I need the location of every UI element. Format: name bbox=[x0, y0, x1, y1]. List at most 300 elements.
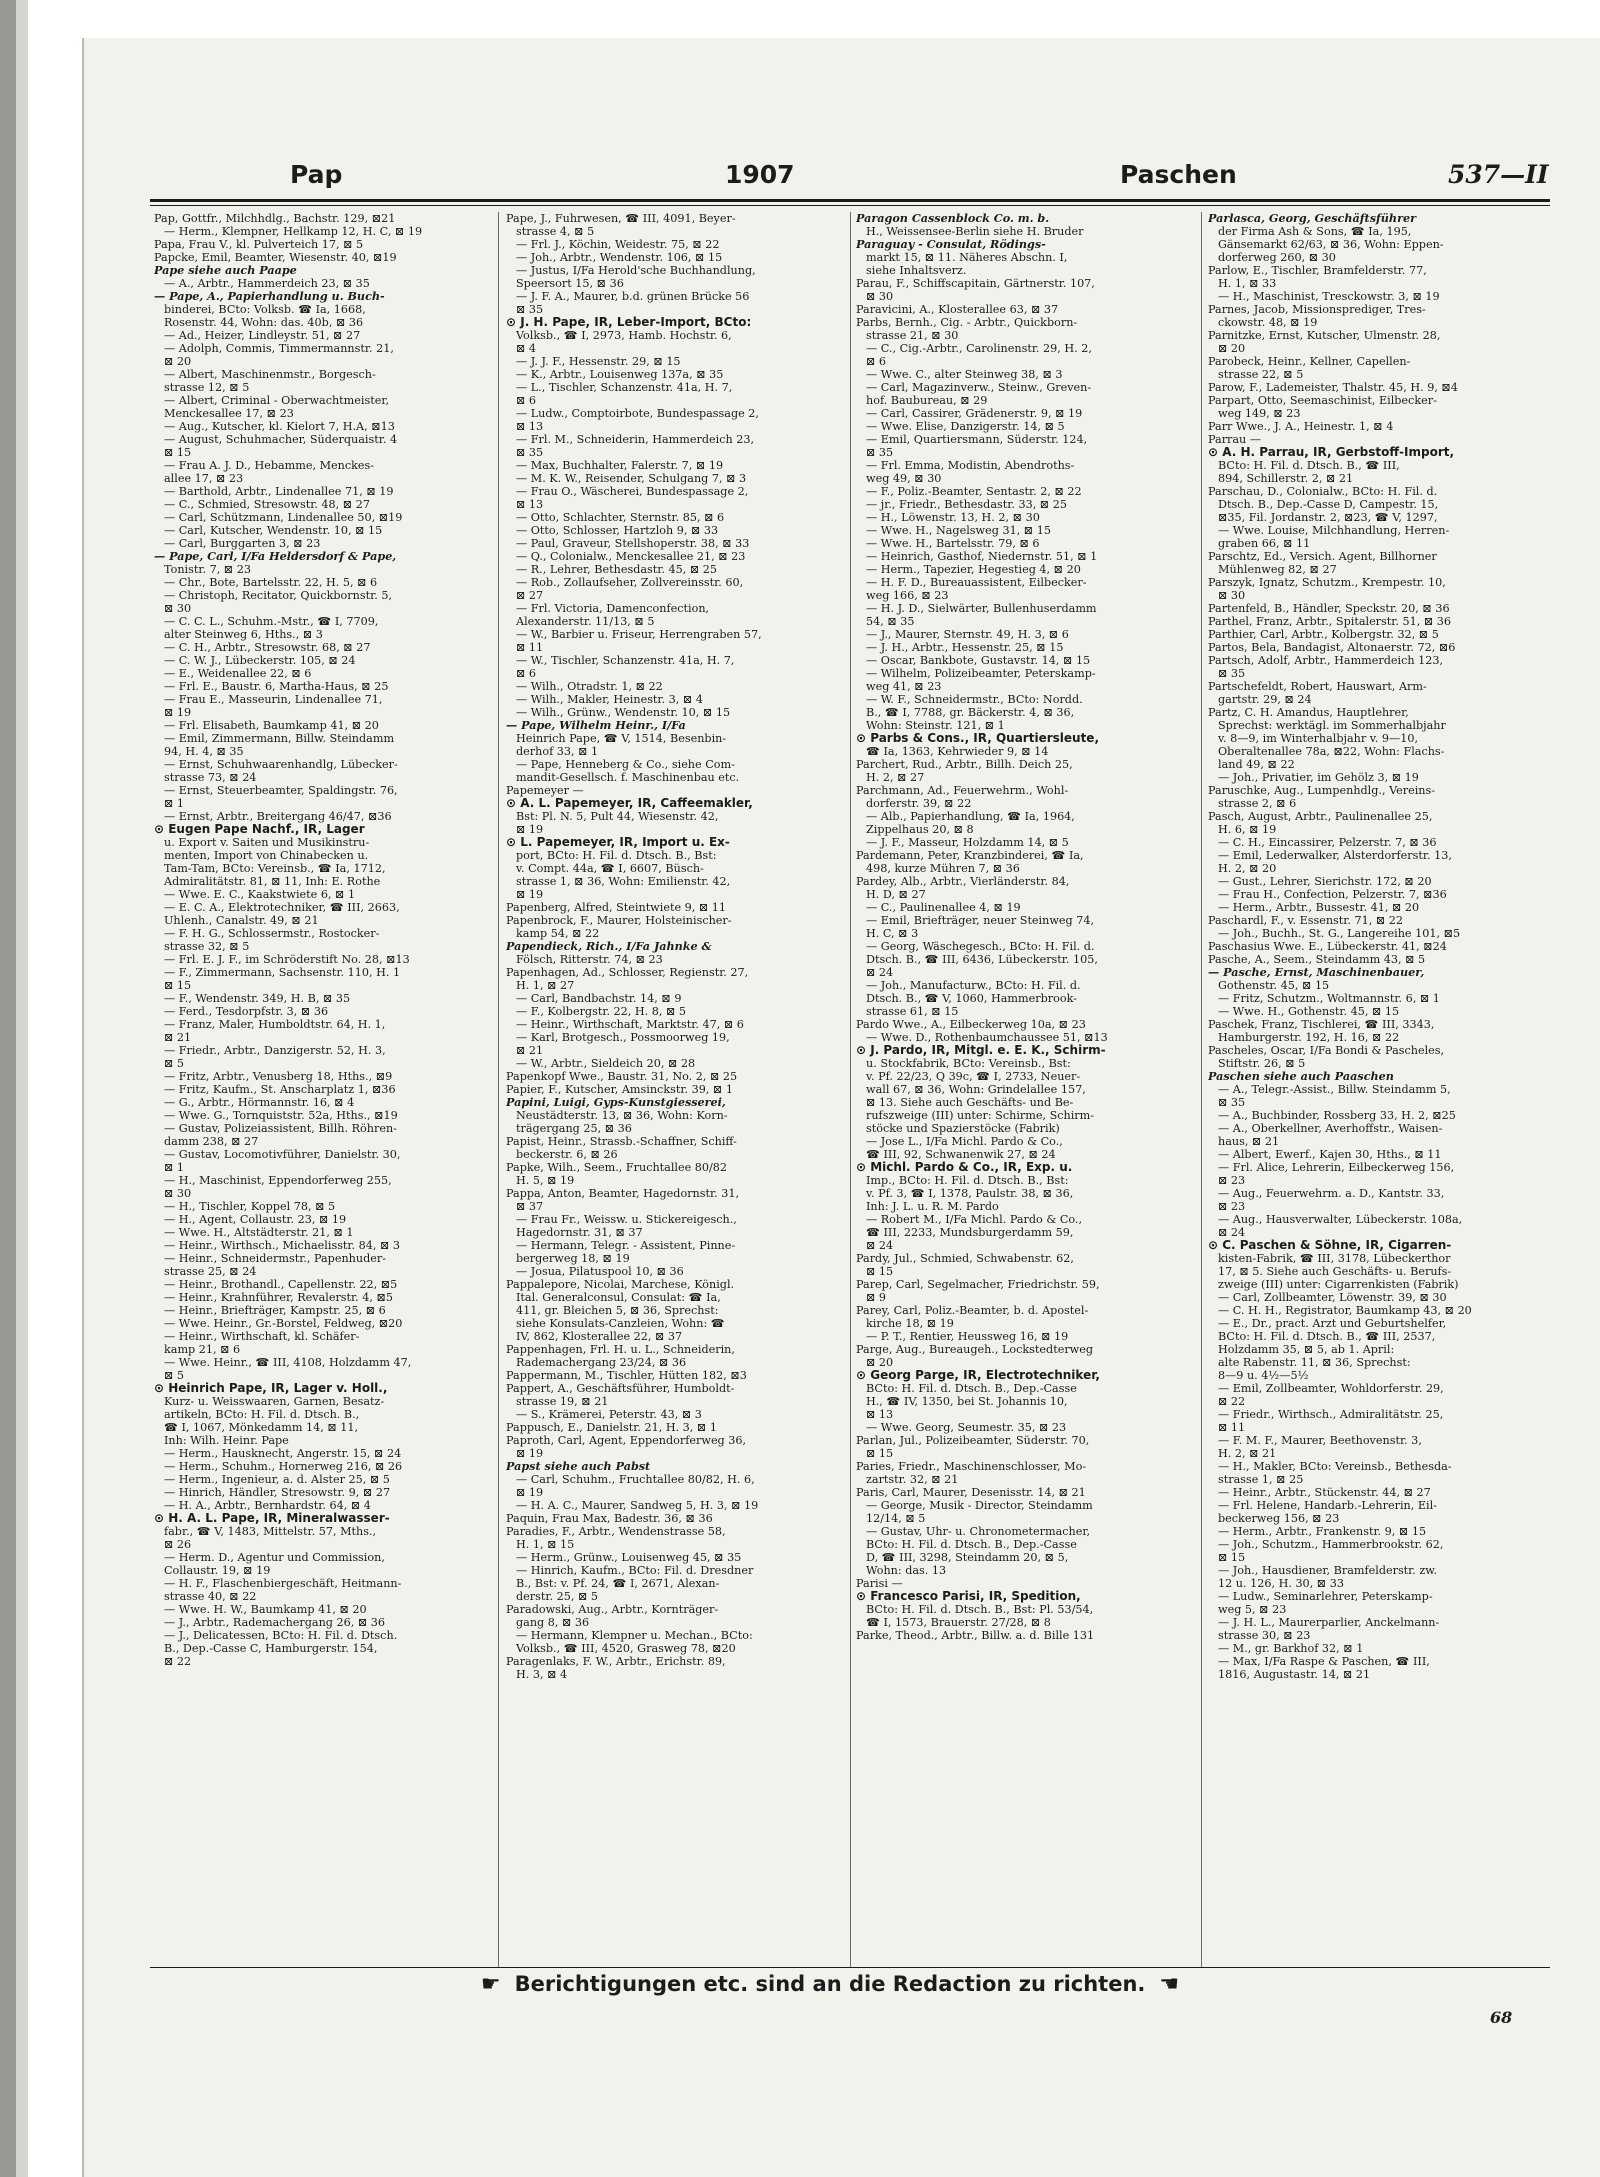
directory-entry: Paravicini, A., Klosterallee 63, ⊠ 37 bbox=[856, 303, 1059, 316]
directory-entry: ☎ I, 1067, Mönkedamm 14, ⊠ 11, bbox=[164, 1421, 359, 1434]
directory-entry: — Barthold, Arbtr., Lindenallee 71, ⊠ 19 bbox=[164, 485, 394, 498]
directory-entry: stöcke und Spazierstöcke (Fabrik) bbox=[866, 1122, 1060, 1135]
directory-entry: — August, Schuhmacher, Süderquaistr. 4 bbox=[164, 433, 398, 446]
directory-entry: Volksb., ☎ I, 2973, Hamb. Hochstr. 6, bbox=[516, 329, 732, 342]
directory-entry: Pasch, August, Arbtr., Paulinenallee 25, bbox=[1208, 810, 1433, 823]
directory-entry: Rademachergang 23/24, ⊠ 36 bbox=[516, 1356, 687, 1369]
directory-entry: Paries, Friedr., Maschinenschlosser, Mo- bbox=[856, 1460, 1087, 1473]
directory-entry: ⊠ 20 bbox=[164, 355, 192, 368]
directory-entry: — Hinrich, Händler, Stresowstr. 9, ⊠ 27 bbox=[164, 1486, 391, 1499]
directory-entry: weg 41, ⊠ 23 bbox=[866, 680, 942, 693]
directory-entry: — Carl, Burggarten 3, ⊠ 23 bbox=[164, 537, 321, 550]
directory-entry: Pappert, A., Geschäftsführer, Humboldt- bbox=[506, 1382, 735, 1395]
directory-entry: — Adolph, Commis, Timmermannstr. 21, bbox=[164, 342, 394, 355]
directory-column-4 bbox=[1208, 212, 1530, 1967]
directory-entry: — Max, I/Fa Raspe & Paschen, ☎ III, bbox=[1218, 1655, 1430, 1668]
directory-entry: ⊠ 9 bbox=[866, 1291, 887, 1304]
directory-entry: ⊠ 11 bbox=[1218, 1421, 1246, 1434]
directory-entry: — Joh., Hausdiener, Bramfelderstr. zw. bbox=[1218, 1564, 1438, 1577]
directory-entry: ⊠ 37 bbox=[516, 1200, 544, 1213]
directory-entry: zweige (III) unter: Cigarrenkisten (Fabrik) bbox=[1218, 1278, 1459, 1291]
directory-entry: Oberaltenallee 78a, ⊠22, Wohn: Flachs- bbox=[1218, 745, 1445, 758]
directory-entry: — C., Schmied, Stresowstr. 48, ⊠ 27 bbox=[164, 498, 370, 511]
directory-entry: mandit-Gesellsch. f. Maschinenbau etc. bbox=[516, 771, 740, 784]
directory-entry: B., Dep.-Casse C, Hamburgerstr. 154, bbox=[164, 1642, 378, 1655]
directory-entry: Parau, F., Schiffscapitain, Gärtnerstr. 107, bbox=[856, 277, 1095, 290]
directory-entry: Mühlenweg 82, ⊠ 27 bbox=[1218, 563, 1337, 576]
directory-entry: ⊠ 19 bbox=[516, 1447, 544, 1460]
directory-entry: graben 66, ⊠ 11 bbox=[1218, 537, 1311, 550]
directory-entry: — Fritz, Arbtr., Venusberg 18, Hths., ⊠9 bbox=[164, 1070, 393, 1083]
directory-entry: — Heinr., Krahnführer, Revalerstr. 4, ⊠5 bbox=[164, 1291, 393, 1304]
directory-entry: ⊠ 19 bbox=[516, 1486, 544, 1499]
directory-entry: ⊠ 13 bbox=[516, 498, 544, 511]
directory-entry: Pappermann, M., Tischler, Hütten 182, ⊠3 bbox=[506, 1369, 747, 1382]
directory-entry: — R., Lehrer, Bethesdastr. 45, ⊠ 25 bbox=[516, 563, 718, 576]
directory-entry: BCto: H. Fil. d. Dtsch. B., ☎ III, 2537, bbox=[1218, 1330, 1436, 1343]
directory-entry: Dtsch. B., ☎ V, 1060, Hammerbrook- bbox=[866, 992, 1077, 1005]
directory-entry: Kurz- u. Weisswaaren, Garnen, Besatz- bbox=[164, 1395, 385, 1408]
directory-entry: Pascheles, Oscar, I/Fa Bondi & Pascheles, bbox=[1208, 1044, 1445, 1057]
directory-entry: ⊙ A. L. Papemeyer, IR, Caffeemakler, bbox=[506, 797, 753, 810]
directory-entry: Volksb., ☎ III, 4520, Grasweg 78, ⊠20 bbox=[516, 1642, 736, 1655]
directory-entry: Papenbrock, F., Maurer, Holsteinischer- bbox=[506, 914, 732, 927]
directory-entry: Papst siehe auch Pabst bbox=[506, 1460, 651, 1473]
directory-entry: — J. H., Arbtr., Hessenstr. 25, ⊠ 15 bbox=[866, 641, 1064, 654]
directory-entry: ⊠ 1 bbox=[164, 1161, 185, 1174]
directory-entry: — H., Maschinist, Eppendorferweg 255, bbox=[164, 1174, 392, 1187]
directory-entry: BCto: H. Fil. d. Dtsch. B., Dep.-Casse bbox=[866, 1538, 1077, 1551]
directory-entry: — Frl. Alice, Lehrerin, Eilbeckerweg 156, bbox=[1218, 1161, 1455, 1174]
directory-entry: — Heinr., Wirthschaft, Marktstr. 47, ⊠ 6 bbox=[516, 1018, 744, 1031]
directory-entry: — H., Makler, BCto: Vereinsb., Bethesda- bbox=[1218, 1460, 1452, 1473]
directory-entry: — Wilhelm, Polizeibeamter, Peterskamp- bbox=[866, 667, 1096, 680]
directory-entry: ⊠ 22 bbox=[1218, 1395, 1246, 1408]
directory-entry: — H. F., Flaschenbiergeschäft, Heitmann- bbox=[164, 1577, 402, 1590]
directory-entry: — Albert, Ewerf., Kajen 30, Hths., ⊠ 11 bbox=[1218, 1148, 1442, 1161]
directory-entry: binderei, BCto: Volksb. ☎ Ia, 1668, bbox=[164, 303, 366, 316]
directory-entry: ⊠ 11 bbox=[516, 641, 544, 654]
directory-entry: H. D, ⊠ 27 bbox=[866, 888, 926, 901]
header-right-word: Paschen bbox=[1120, 160, 1237, 189]
directory-entry: ⊙ A. H. Parrau, IR, Gerbstoff-Import, bbox=[1208, 446, 1455, 459]
directory-entry: — Aug., Hausverwalter, Lübeckerstr. 108a, bbox=[1218, 1213, 1463, 1226]
header-page-ref: 537—II bbox=[1448, 160, 1549, 189]
directory-entry: — Herm., Klempner, Hellkamp 12, H. C, ⊠ 19 bbox=[164, 225, 423, 238]
directory-entry: v. Pf. 22/23, Q 39c, ☎ I, 2733, Neuer- bbox=[866, 1070, 1081, 1083]
directory-entry: B., Bst: v. Pf. 24, ☎ I, 2671, Alexan- bbox=[516, 1577, 720, 1590]
directory-entry: Papemeyer — bbox=[506, 784, 584, 797]
directory-entry: — Frl. Elisabeth, Baumkamp 41, ⊠ 20 bbox=[164, 719, 379, 732]
directory-entry: alter Steinweg 6, Hths., ⊠ 3 bbox=[164, 628, 323, 641]
directory-entry: — Frl. E., Baustr. 6, Martha-Haus, ⊠ 25 bbox=[164, 680, 389, 693]
page-header bbox=[150, 160, 1550, 196]
directory-entry: Parszyk, Ignatz, Schutzm., Krempestr. 10, bbox=[1208, 576, 1446, 589]
directory-entry: — E. C. A., Elektrotechniker, ☎ III, 2663, bbox=[164, 901, 400, 914]
directory-entry: Paschardl, F., v. Essenstr. 71, ⊠ 22 bbox=[1208, 914, 1404, 927]
directory-entry: — Wwe. E. C., Kaakstwiete 6, ⊠ 1 bbox=[164, 888, 356, 901]
directory-entry: Parrau — bbox=[1208, 433, 1262, 446]
directory-entry: — Wwe. G., Tornquiststr. 52a, Hths., ⊠19 bbox=[164, 1109, 398, 1122]
directory-entry: — J., Arbtr., Rademachergang 26, ⊠ 36 bbox=[164, 1616, 386, 1629]
directory-entry: — Otto, Schlachter, Sternstr. 85, ⊠ 6 bbox=[516, 511, 725, 524]
directory-entry: Admiralitätstr. 81, ⊠ 11, Inh: E. Rothe bbox=[164, 875, 381, 888]
directory-entry: — Heinrich, Gasthof, Niedernstr. 51, ⊠ 1 bbox=[866, 550, 1098, 563]
directory-column-1 bbox=[154, 212, 476, 1967]
directory-entry: — Jose L., I/Fa Michl. Pardo & Co., bbox=[866, 1135, 1063, 1148]
directory-entry: — Herm., Hausknecht, Angerstr. 15, ⊠ 24 bbox=[164, 1447, 402, 1460]
directory-entry: weg 149, ⊠ 23 bbox=[1218, 407, 1301, 420]
directory-entry: Wohn: Steinstr. 121, ⊠ 1 bbox=[866, 719, 1005, 732]
directory-entry: — Herm., Schuhm., Hornerweg 216, ⊠ 26 bbox=[164, 1460, 403, 1473]
directory-entry: — A., Oberkellner, Averhoffstr., Waisen- bbox=[1218, 1122, 1443, 1135]
directory-entry: strasse 73, ⊠ 24 bbox=[164, 771, 257, 784]
directory-entry: — Carl, Kutscher, Wendenstr. 10, ⊠ 15 bbox=[164, 524, 383, 537]
directory-entry: — Carl, Schuhm., Fruchtallee 80/82, H. 6, bbox=[516, 1473, 755, 1486]
directory-entry: kamp 21, ⊠ 6 bbox=[164, 1343, 241, 1356]
directory-entry: hof. Baubureau, ⊠ 29 bbox=[866, 394, 988, 407]
directory-entry: Paraguay - Consulat, Rödings- bbox=[856, 238, 1046, 251]
directory-entry: Partenfeld, B., Händler, Speckstr. 20, ⊠ 36 bbox=[1208, 602, 1450, 615]
directory-entry: ☎ I, 1573, Brauerstr. 27/28, ⊠ 8 bbox=[866, 1616, 1051, 1629]
directory-entry: strasse 21, ⊠ 30 bbox=[866, 329, 959, 342]
directory-entry: — Ernst, Arbtr., Breitergang 46/47, ⊠36 bbox=[164, 810, 392, 823]
directory-entry: — A., Buchbinder, Rossberg 33, H. 2, ⊠25 bbox=[1218, 1109, 1456, 1122]
directory-entry: — Emil, Zimmermann, Billw. Steindamm bbox=[164, 732, 395, 745]
directory-entry: Rosenstr. 44, Wohn: das. 40b, ⊠ 36 bbox=[164, 316, 364, 329]
directory-entry: ⊙ C. Paschen & Söhne, IR, Cigarren- bbox=[1208, 1239, 1452, 1252]
directory-entry: strasse 19, ⊠ 21 bbox=[516, 1395, 609, 1408]
directory-entry: Paschen siehe auch Paaschen bbox=[1208, 1070, 1394, 1083]
directory-entry: ⊙ Michl. Pardo & Co., IR, Exp. u. bbox=[856, 1161, 1073, 1174]
directory-entry: — Friedr., Wirthsch., Admiralitätstr. 25, bbox=[1218, 1408, 1444, 1421]
directory-entry: — Oscar, Bankbote, Gustavstr. 14, ⊠ 15 bbox=[866, 654, 1091, 667]
directory-entry: Uhlenh., Canalstr. 49, ⊠ 21 bbox=[164, 914, 319, 927]
directory-entry: — Rob., Zollaufseher, Zollvereinsstr. 60, bbox=[516, 576, 744, 589]
directory-entry: — Pape, Wilhelm Heinr., I/Fa bbox=[506, 719, 686, 732]
directory-entry: ☎ III, 2233, Mundsburgerdamm 59, bbox=[866, 1226, 1074, 1239]
directory-entry: — M. K. W., Reisender, Schulgang 7, ⊠ 3 bbox=[516, 472, 747, 485]
directory-entry: ⊠35, Fil. Jordanstr. 2, ⊠23, ☎ V, 1297, bbox=[1218, 511, 1438, 524]
directory-entry: — W., Arbtr., Sieldeich 20, ⊠ 28 bbox=[516, 1057, 696, 1070]
directory-entry: — Aug., Feuerwehrm. a. D., Kantstr. 33, bbox=[1218, 1187, 1445, 1200]
directory-entry: — Herm., Ingenieur, a. d. Alster 25, ⊠ 5 bbox=[164, 1473, 390, 1486]
footer-notice: Berichtigungen etc. sind an die Redaction zu richten. bbox=[514, 1972, 1146, 1996]
directory-entry: — J., Maurer, Sternstr. 49, H. 3, ⊠ 6 bbox=[866, 628, 1069, 641]
directory-entry: — C., Cig.-Arbtr., Carolinenstr. 29, H. 2, bbox=[866, 342, 1092, 355]
directory-entry: port, BCto: H. Fil. d. Dtsch. B., Bst: bbox=[516, 849, 717, 862]
directory-entry: ⊙ Heinrich Pape, IR, Lager v. Holl., bbox=[154, 1382, 388, 1395]
directory-entry: Parschau, D., Colonialw., BCto: H. Fil. d. bbox=[1208, 485, 1438, 498]
directory-entry: ⊠ 5 bbox=[164, 1369, 185, 1382]
directory-entry: — Herm. D., Agentur und Commission, bbox=[164, 1551, 385, 1564]
directory-entry: IV, 862, Klosterallee 22, ⊠ 37 bbox=[516, 1330, 683, 1343]
directory-entry: Parey, Carl, Poliz.-Beamter, b. d. Apostel- bbox=[856, 1304, 1089, 1317]
directory-entry: ⊙ Parbs & Cons., IR, Quartiersleute, bbox=[856, 732, 1100, 745]
directory-entry: Parpart, Otto, Seemaschinist, Eilbecker- bbox=[1208, 394, 1437, 407]
directory-entry: — W., Tischler, Schanzenstr. 41a, H. 7, bbox=[516, 654, 735, 667]
directory-entry: Fölsch, Ritterstr. 74, ⊠ 23 bbox=[516, 953, 663, 966]
directory-entry: — Frl. M., Schneiderin, Hammerdeich 23, bbox=[516, 433, 755, 446]
directory-entry: — C., Paulinenallee 4, ⊠ 19 bbox=[866, 901, 1021, 914]
directory-entry: ☎ III, 92, Schwanenwik 27, ⊠ 24 bbox=[866, 1148, 1056, 1161]
directory-entry: — H. A., Arbtr., Bernhardstr. 64, ⊠ 4 bbox=[164, 1499, 371, 1512]
directory-entry: ⊠ 15 bbox=[866, 1265, 894, 1278]
column-divider bbox=[1201, 212, 1202, 1967]
directory-entry: — Emil, Lederwalker, Alsterdorferstr. 13, bbox=[1218, 849, 1452, 862]
directory-entry: Ital. Generalconsul, Consulat: ☎ Ia, bbox=[516, 1291, 721, 1304]
directory-entry: Papendieck, Rich., I/Fa Jahnke & bbox=[506, 940, 712, 953]
directory-entry: — M., gr. Barkhof 32, ⊠ 1 bbox=[1218, 1642, 1364, 1655]
directory-entry: dorferweg 260, ⊠ 30 bbox=[1218, 251, 1336, 264]
directory-entry: — Albert, Maschinenmstr., Borgesch- bbox=[164, 368, 376, 381]
directory-entry: ⊠ 6 bbox=[516, 667, 537, 680]
directory-entry: — Wwe. Heinr., ☎ III, 4108, Holzdamm 47, bbox=[164, 1356, 412, 1369]
directory-entry: — Ernst, Steuerbeamter, Spaldingstr. 76, bbox=[164, 784, 398, 797]
directory-entry: — Hinrich, Kaufm., BCto: Fil. d. Dresdner bbox=[516, 1564, 754, 1577]
directory-entry: — Friedr., Arbtr., Danzigerstr. 52, H. 3, bbox=[164, 1044, 386, 1057]
directory-entry: Papist, Heinr., Strassb.-Schaffner, Schiff- bbox=[506, 1135, 737, 1148]
directory-entry: 17, ⊠ 5. Siehe auch Geschäfts- u. Berufs- bbox=[1218, 1265, 1452, 1278]
directory-entry: BCto: H. Fil. d. Dtsch. B., Bst: Pl. 53/54, bbox=[866, 1603, 1094, 1616]
directory-entry: Parchert, Rud., Arbtr., Billh. Deich 25, bbox=[856, 758, 1073, 771]
directory-entry: — H. F. D., Bureauassistent, Eilbecker- bbox=[866, 576, 1087, 589]
directory-entry: — Aug., Kutscher, kl. Kielort 7, H.A, ⊠13 bbox=[164, 420, 395, 433]
directory-entry: — J. H. L., Maurerparlier, Anckelmann- bbox=[1218, 1616, 1440, 1629]
directory-entry: — Wwe. H., Bartelsstr. 79, ⊠ 6 bbox=[866, 537, 1040, 550]
directory-entry: — Karl, Brotgesch., Possmoorweg 19, bbox=[516, 1031, 730, 1044]
directory-entry: — S., Krämerei, Peterstr. 43, ⊠ 3 bbox=[516, 1408, 702, 1421]
directory-entry: ⊠ 30 bbox=[866, 290, 894, 303]
directory-entry: — F. M. F., Maurer, Beethovenstr. 3, bbox=[1218, 1434, 1422, 1447]
directory-entry: damm 238, ⊠ 27 bbox=[164, 1135, 259, 1148]
pointing-hand-left-icon: ☚ bbox=[1159, 1972, 1180, 1997]
directory-entry: — J., Delicatessen, BCto: H. Fil. d. Dtsch. bbox=[164, 1629, 398, 1642]
directory-entry: ⊙ J. H. Pape, IR, Leber-Import, BCto: bbox=[506, 316, 752, 329]
directory-entry: v. 8—9, im Winterhalbjahr v. 9—10, bbox=[1218, 732, 1418, 745]
directory-entry: — F., Wendenstr. 349, H. B, ⊠ 35 bbox=[164, 992, 351, 1005]
directory-entry: 94, H. 4, ⊠ 35 bbox=[164, 745, 244, 758]
directory-entry: derstr. 25, ⊠ 5 bbox=[516, 1590, 598, 1603]
directory-entry: ⊠ 35 bbox=[866, 446, 894, 459]
directory-entry: 498, kurze Mühren 7, ⊠ 36 bbox=[866, 862, 1020, 875]
directory-entry: strasse 2, ⊠ 6 bbox=[1218, 797, 1297, 810]
directory-entry: fabr., ☎ V, 1483, Mittelstr. 57, Mths., bbox=[164, 1525, 377, 1538]
directory-entry: — C. H., Eincassirer, Pelzerstr. 7, ⊠ 36 bbox=[1218, 836, 1437, 849]
directory-entry: Partz, C. H. Amandus, Hauptlehrer, bbox=[1208, 706, 1409, 719]
directory-entry: H., ☎ IV, 1350, bei St. Johannis 10, bbox=[866, 1395, 1068, 1408]
directory-column-2 bbox=[506, 212, 828, 1967]
directory-entry: Menckesallee 17, ⊠ 23 bbox=[164, 407, 294, 420]
directory-entry: ⊠ 23 bbox=[1218, 1200, 1246, 1213]
directory-entry: — Wwe. C., alter Steinweg 38, ⊠ 3 bbox=[866, 368, 1063, 381]
directory-entry: — Ad., Heizer, Lindleystr. 51, ⊠ 27 bbox=[164, 329, 361, 342]
directory-entry: — Wwe. Elise, Danzigerstr. 14, ⊠ 5 bbox=[866, 420, 1065, 433]
directory-entry: — J. F. A., Maurer, b.d. grünen Brücke 56 bbox=[516, 290, 750, 303]
directory-entry: kirche 18, ⊠ 19 bbox=[866, 1317, 954, 1330]
directory-entry: ⊠ 19 bbox=[164, 706, 192, 719]
directory-entry: ⊠ 13 bbox=[516, 420, 544, 433]
directory-entry: Papini, Luigi, Gyps-Kunstgiesserei, bbox=[506, 1096, 726, 1109]
directory-entry: Parlasca, Georg, Geschäftsführer bbox=[1208, 212, 1416, 225]
directory-entry: Partsch, Adolf, Arbtr., Hammerdeich 123, bbox=[1208, 654, 1444, 667]
directory-entry: kisten-Fabrik, ☎ III, 3178, Lübeckerthor bbox=[1218, 1252, 1451, 1265]
directory-entry: Papa, Frau V., kl. Pulverteich 17, ⊠ 5 bbox=[154, 238, 364, 251]
directory-entry: — Joh., Manufacturw., BCto: H. Fil. d. bbox=[866, 979, 1081, 992]
directory-entry: — Frau A. J. D., Hebamme, Menckes- bbox=[164, 459, 375, 472]
column-divider bbox=[850, 212, 851, 1967]
directory-entry: — F. H. G., Schlossermstr., Rostocker- bbox=[164, 927, 380, 940]
directory-entry: — Carl, Magazinverw., Steinw., Greven- bbox=[866, 381, 1092, 394]
directory-entry: Inh: J. L. u. R. M. Pardo bbox=[866, 1200, 999, 1213]
directory-entry: — Ernst, Schuhwaarenhandlg, Lübecker- bbox=[164, 758, 398, 771]
directory-entry: ⊠ 30 bbox=[164, 1187, 192, 1200]
directory-entry: Paproth, Carl, Agent, Eppendorferweg 36, bbox=[506, 1434, 747, 1447]
directory-entry: H. 2, ⊠ 20 bbox=[1218, 862, 1277, 875]
directory-entry: Papier, F., Kutscher, Amsinckstr. 39, ⊠ 1 bbox=[506, 1083, 733, 1096]
directory-entry: — Franz, Maler, Humboldtstr. 64, H. 1, bbox=[164, 1018, 386, 1031]
directory-entry: — Otto, Schlosser, Hartzloh 9, ⊠ 33 bbox=[516, 524, 719, 537]
directory-entry: — Gustav, Polizeiassistent, Billh. Röhren- bbox=[164, 1122, 397, 1135]
book-binding-shadow bbox=[16, 0, 28, 2177]
directory-entry: ⊠ 1 bbox=[164, 797, 185, 810]
directory-entry: weg 49, ⊠ 30 bbox=[866, 472, 942, 485]
directory-entry: — Chr., Bote, Bartelsstr. 22, H. 5, ⊠ 6 bbox=[164, 576, 378, 589]
directory-entry: — Emil, Quartiersmann, Süderstr. 124, bbox=[866, 433, 1088, 446]
directory-entry: — Frl. Emma, Modistin, Abendroths- bbox=[866, 459, 1075, 472]
directory-entry: v. Pf. 3, ☎ I, 1378, Paulstr. 38, ⊠ 36, bbox=[866, 1187, 1074, 1200]
directory-entry: Stiftstr. 26, ⊠ 5 bbox=[1218, 1057, 1306, 1070]
directory-entry: Parow, F., Lademeister, Thalstr. 45, H. 9, ⊠4 bbox=[1208, 381, 1458, 394]
directory-entry: H. 6, ⊠ 19 bbox=[1218, 823, 1277, 836]
directory-entry: gartstr. 29, ⊠ 24 bbox=[1218, 693, 1312, 706]
directory-entry: H. C, ⊠ 3 bbox=[866, 927, 919, 940]
directory-entry: — Ludw., Comptoirbote, Bundespassage 2, bbox=[516, 407, 759, 420]
directory-entry: ☎ Ia, 1363, Kehrwieder 9, ⊠ 14 bbox=[866, 745, 1049, 758]
header-year: 1907 bbox=[725, 160, 795, 189]
directory-entry: H. 3, ⊠ 4 bbox=[516, 1668, 568, 1681]
directory-entry: Partschefeldt, Robert, Hauswart, Arm- bbox=[1208, 680, 1427, 693]
directory-entry: — Wwe. H., Nagelsweg 31, ⊠ 15 bbox=[866, 524, 1051, 537]
directory-entry: ⊠ 35 bbox=[516, 303, 544, 316]
directory-entry: Dtsch. B., Dep.-Casse D, Campestr. 15, bbox=[1218, 498, 1439, 511]
directory-entry: weg 166, ⊠ 23 bbox=[866, 589, 949, 602]
header-left-word: Pap bbox=[290, 160, 343, 189]
directory-entry: strasse 30, ⊠ 23 bbox=[1218, 1629, 1311, 1642]
directory-entry: ⊠ 13 bbox=[866, 1408, 894, 1421]
directory-entry: Hamburgerstr. 192, H. 16, ⊠ 22 bbox=[1218, 1031, 1400, 1044]
directory-entry: derhof 33, ⊠ 1 bbox=[516, 745, 599, 758]
directory-entry: Parr Wwe., J. A., Heinestr. 1, ⊠ 4 bbox=[1208, 420, 1394, 433]
directory-entry: — Gustav, Locomotivführer, Danielstr. 30, bbox=[164, 1148, 401, 1161]
directory-entry: land 49, ⊠ 22 bbox=[1218, 758, 1295, 771]
directory-entry: — Pape, Henneberg & Co., siehe Com- bbox=[516, 758, 735, 771]
directory-entry: Papenberg, Alfred, Steintwiete 9, ⊠ 11 bbox=[506, 901, 727, 914]
directory-entry: Paradies, F., Arbtr., Wendenstrasse 58, bbox=[506, 1525, 726, 1538]
directory-entry: ⊙ Eugen Pape Nachf., IR, Lager bbox=[154, 823, 365, 836]
directory-entry: ⊠ 13. Siehe auch Geschäfts- und Be- bbox=[866, 1096, 1074, 1109]
directory-entry: dorferstr. 39, ⊠ 22 bbox=[866, 797, 972, 810]
directory-entry: Pape siehe auch Paape bbox=[154, 264, 297, 277]
directory-entry: Tam-Tam, BCto: Vereinsb., ☎ Ia, 1712, bbox=[164, 862, 386, 875]
directory-entry: 894, Schillerstr. 2, ⊠ 21 bbox=[1218, 472, 1354, 485]
directory-entry: Paruschke, Aug., Lumpenhdlg., Vereins- bbox=[1208, 784, 1436, 797]
directory-entry: ⊠ 15 bbox=[164, 446, 192, 459]
directory-entry: — Heinr., Arbtr., Stückenstr. 44, ⊠ 27 bbox=[1218, 1486, 1431, 1499]
directory-entry: Paschasius Wwe. E., Lübeckerstr. 41, ⊠24 bbox=[1208, 940, 1447, 953]
directory-entry: H., Weissensee-Berlin siehe H. Bruder bbox=[866, 225, 1084, 238]
directory-entry: Parobeck, Heinr., Kellner, Capellen- bbox=[1208, 355, 1411, 368]
directory-entry: — H., Löwenstr. 13, H. 2, ⊠ 30 bbox=[866, 511, 1040, 524]
directory-entry: Gänsemarkt 62/63, ⊠ 36, Wohn: Eppen- bbox=[1218, 238, 1444, 251]
header-rule-thin bbox=[150, 205, 1550, 206]
directory-entry: Parthier, Carl, Arbtr., Kolbergstr. 32, ⊠ 5 bbox=[1208, 628, 1439, 641]
directory-entry: Pardey, Alb., Arbtr., Vierländerstr. 84, bbox=[856, 875, 1070, 888]
directory-entry: Papcke, Emil, Beamter, Wiesenstr. 40, ⊠19 bbox=[154, 251, 397, 264]
directory-entry: Pappenhagen, Frl. H. u. L., Schneiderin, bbox=[506, 1343, 735, 1356]
directory-entry: ⊠ 15 bbox=[866, 1447, 894, 1460]
directory-entry: — Robert M., I/Fa Michl. Pardo & Co., bbox=[866, 1213, 1083, 1226]
directory-entry: — C. W. J., Lübeckerstr. 105, ⊠ 24 bbox=[164, 654, 356, 667]
directory-entry: Pappalepore, Nicolai, Marchese, Königl. bbox=[506, 1278, 735, 1291]
directory-entry: ⊠ 21 bbox=[164, 1031, 192, 1044]
directory-entry: Heinrich Pape, ☎ V, 1514, Besenbin- bbox=[516, 732, 727, 745]
directory-entry: ⊠ 24 bbox=[866, 1239, 894, 1252]
directory-entry: Tonistr. 7, ⊠ 23 bbox=[164, 563, 251, 576]
column-divider bbox=[498, 212, 499, 1967]
directory-entry: — G., Arbtr., Hörmannstr. 16, ⊠ 4 bbox=[164, 1096, 355, 1109]
directory-entry: — Ludw., Seminarlehrer, Peterskamp- bbox=[1218, 1590, 1433, 1603]
directory-entry: — Herm., Grünw., Louisenweg 45, ⊠ 35 bbox=[516, 1551, 742, 1564]
directory-entry: strasse 22, ⊠ 5 bbox=[1218, 368, 1304, 381]
directory-entry: — Joh., Privatier, im Gehölz 3, ⊠ 19 bbox=[1218, 771, 1419, 784]
directory-entry: strasse 25, ⊠ 24 bbox=[164, 1265, 257, 1278]
directory-entry: der Firma Ash & Sons, ☎ Ia, 195, bbox=[1218, 225, 1412, 238]
directory-entry: — C. H., Arbtr., Stresowstr. 68, ⊠ 27 bbox=[164, 641, 371, 654]
directory-entry: Pape, J., Fuhrwesen, ☎ III, 4091, Beyer- bbox=[506, 212, 736, 225]
directory-entry: — Wwe. H., Altstädterstr. 21, ⊠ 1 bbox=[164, 1226, 354, 1239]
directory-entry: siehe Konsulats-Canzleien, Wohn: ☎ bbox=[516, 1317, 725, 1330]
directory-entry: Paris, Carl, Maurer, Desenisstr. 14, ⊠ 21 bbox=[856, 1486, 1086, 1499]
directory-entry: ⊠ 19 bbox=[516, 823, 544, 836]
directory-entry: — Wwe. H. W., Baumkamp 41, ⊠ 20 bbox=[164, 1603, 367, 1616]
directory-entry: H. 1, ⊠ 27 bbox=[516, 979, 575, 992]
directory-entry: H. 1, ⊠ 33 bbox=[1218, 277, 1277, 290]
directory-entry: Parnitzke, Ernst, Kutscher, Ulmenstr. 28, bbox=[1208, 329, 1441, 342]
directory-entry: — E., Weidenallee 22, ⊠ 6 bbox=[164, 667, 312, 680]
directory-entry: — Joh., Buchh., St. G., Langereihe 101, ⊠5 bbox=[1218, 927, 1461, 940]
directory-entry: Speersort 15, ⊠ 36 bbox=[516, 277, 624, 290]
directory-entry: ⊠ 22 bbox=[164, 1655, 192, 1668]
directory-entry: H. 1, ⊠ 15 bbox=[516, 1538, 575, 1551]
directory-entry: — Pape, Carl, I/Fa Heldersdorf & Pape, bbox=[154, 550, 397, 563]
directory-entry: menten, Import von Chinabecken u. bbox=[164, 849, 369, 862]
directory-entry: Sprechst: werktägl. im Sommerhalbjahr bbox=[1218, 719, 1446, 732]
directory-entry: Pardy, Jul., Schmied, Schwabenstr. 62, bbox=[856, 1252, 1074, 1265]
directory-entry: allee 17, ⊠ 23 bbox=[164, 472, 244, 485]
directory-entry: ⊠ 35 bbox=[1218, 667, 1246, 680]
directory-entry: beckerweg 156, ⊠ 23 bbox=[1218, 1512, 1340, 1525]
directory-entry: Pappa, Anton, Beamter, Hagedornstr. 31, bbox=[506, 1187, 740, 1200]
directory-entry: H. 5, ⊠ 19 bbox=[516, 1174, 575, 1187]
directory-entry: — Wwe. Louise, Milchhandlung, Herren- bbox=[1218, 524, 1450, 537]
directory-entry: Hagedornstr. 31, ⊠ 37 bbox=[516, 1226, 643, 1239]
directory-entry: — Heinr., Briefträger, Kampstr. 25, ⊠ 6 bbox=[164, 1304, 386, 1317]
directory-entry: — P. T., Rentier, Heussweg 16, ⊠ 19 bbox=[866, 1330, 1069, 1343]
directory-entry: weg 5, ⊠ 23 bbox=[1218, 1603, 1287, 1616]
directory-entry: — J. F., Masseur, Holzdamm 14, ⊠ 5 bbox=[866, 836, 1069, 849]
directory-entry: BCto: H. Fil. d. Dtsch. B., ☎ III, bbox=[1218, 459, 1400, 472]
